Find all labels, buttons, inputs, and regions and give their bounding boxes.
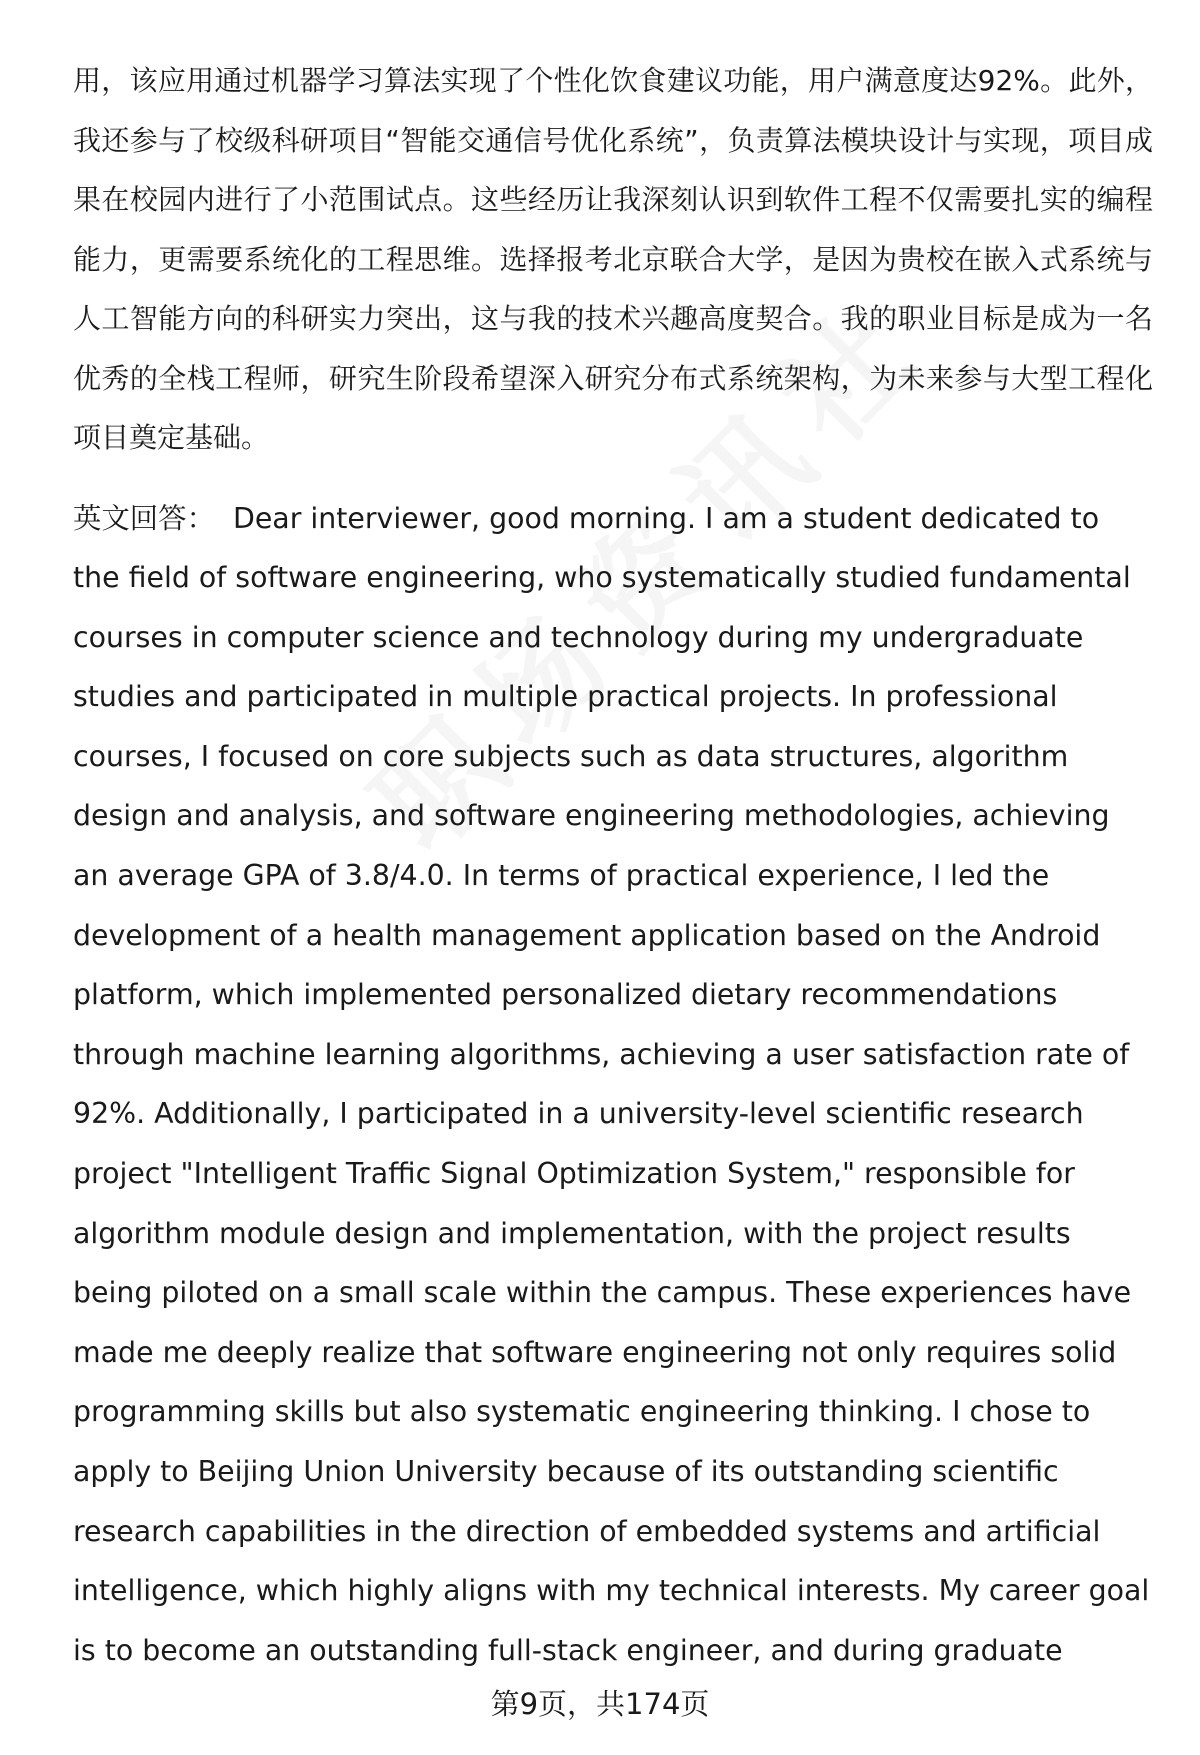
chinese-answer-paragraph: 用，该应用通过机器学习算法实现了个性化饮食建议功能，用户满意度达92%。此外，我还参与了校级科研项目“智能交通信号优化系统”，负责算法模块设计与实现，项目成果在校园内进行了小范围试点。这些经历让我深刻认识到软件工程不仅需要扎实的编程能力，更需要系统化的工程思维。选择报考北京联合大学，是因为贵校在嵌入式系统与人工智能方向的科研实力突出，这与我的技术兴趣高度契合。我的职业目标是成为一名优秀的全栈工程师，研究生阶段希望深入研究分布式系统架构，为未来参与大型工程化项目奠定基础。 [73,64,1153,454]
english-answer-label: 英文回答： [73,501,215,535]
english-answer-text: Dear interviewer, good morning. I am a student dedicated to the field of software engineering, who systematically studied fundamental courses in computer science and technology during my undergraduate studies and participated in multiple practical projects. In professional courses, I focused on core subjects such as data structures, algorithm design and analysis, and software engineering methodologies, achieving an average GPA of 3.8/4.0. In terms of practical experience, I led the development of a health management application based on the Android platform, which implemented personalized dietary recommendations through machine learning algorithms, achieving a user satisfaction rate of 92%. Additionally, I participated in a university-level scientific research project "Intelligent Traffic Signal Optimization System," responsible for algorithm module design and implementation, with the project results being piloted on a small scale within the campus. These experiences have made me deeply realize that software engineering not only requires solid programming skills but also systematic engineering thinking. I chose to apply to Beijing Union University because of its outstanding scientific research capabilities in the direction of embedded systems and artificial intelligence, which highly aligns with my technical interests. My career goal is to become an outstanding full-stack engineer, and during graduate [73,501,1150,1667]
document-body [73,51,1153,1680]
english-answer-paragraph [73,489,1153,1681]
page-number: 第9页，共174页 [490,1687,710,1721]
